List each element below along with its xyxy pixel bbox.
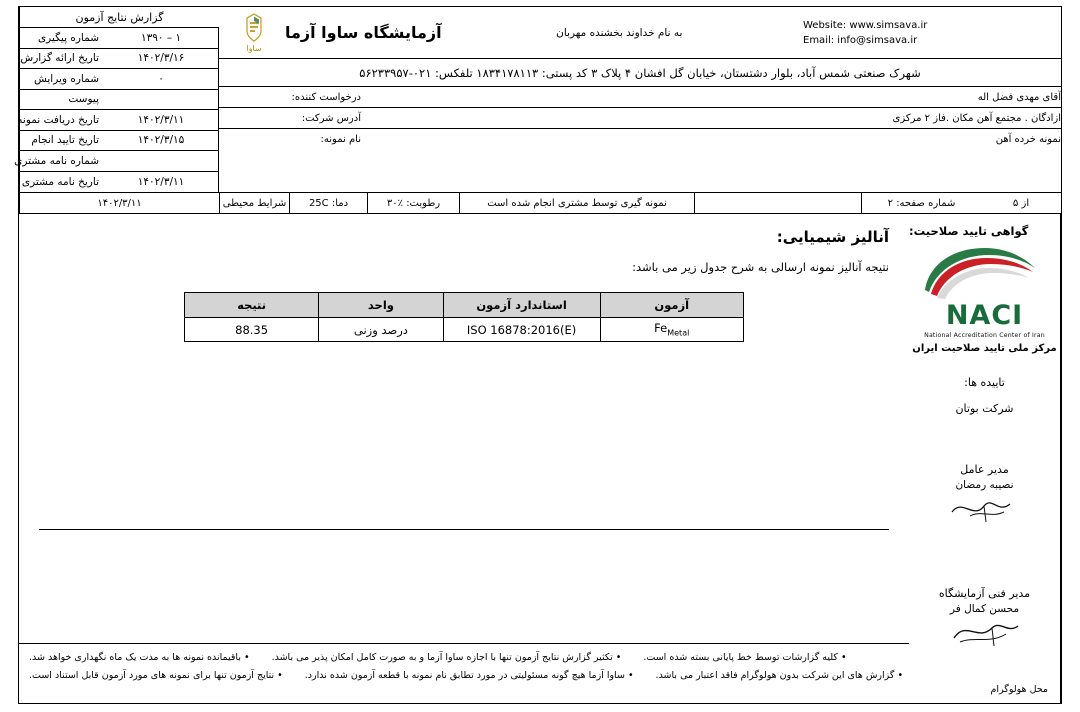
note-report-duplication: • تکثیر گزارش نتایج آزمون تنها با اجازه ساوا آزما و به صورت کامل امکان پذیر می باشد. xyxy=(272,649,622,667)
test-subscript: Metal xyxy=(667,328,690,338)
page-label: شماره صفحه: xyxy=(896,197,956,209)
header-main xyxy=(219,7,1061,192)
sample-name-label: نام نمونه: xyxy=(320,134,361,145)
customer-letter-number-label: شماره نامه مشتری xyxy=(14,154,99,167)
customer-letter-date-strip: ۱۴۰۲/۳/۱۱ xyxy=(19,193,219,213)
footer-note-row-2 xyxy=(29,667,899,685)
bismillah-text: به نام خداوند بخشنده مهربان xyxy=(556,26,683,39)
customer-letter-date-label: تاریخ نامه مشتری xyxy=(21,175,99,188)
page-total-cell xyxy=(981,193,1061,213)
page-total: ۵ xyxy=(1012,197,1019,209)
approvals-label: تاییده ها: xyxy=(964,376,1005,389)
completion-approval-date-value: ۱۴۰۲/۳/۱۵ xyxy=(104,131,219,151)
conditions-strip xyxy=(19,193,1061,214)
accreditation-sidebar xyxy=(909,214,1061,703)
sidebar-title: گواهی تایید صلاحیت: xyxy=(909,224,1029,238)
results-table xyxy=(184,292,744,342)
table-row xyxy=(185,318,744,342)
column-header-test: آزمون xyxy=(600,293,744,318)
report-info-title: گزارش نتایج آزمون xyxy=(20,7,219,28)
sava-logo-icon xyxy=(241,13,267,43)
page-number: ۲ xyxy=(887,197,893,209)
report-info-row xyxy=(14,151,219,172)
sample-name-value: نمونه خرده آهن xyxy=(995,134,1061,145)
header-branding-row xyxy=(219,7,1061,59)
note-report-closing-line: • کلیه گزارشات توسط خط پایانی بسته شده است. xyxy=(643,649,846,667)
signature-tech-mark xyxy=(909,615,1060,649)
report-info-row xyxy=(20,172,219,193)
note-sample-retention: • باقیمانده نمونه ها به مدت یک ماه نگهداری خواهد شد. xyxy=(29,649,250,667)
humidity-value: ۳۰٪ xyxy=(386,197,403,209)
analysis-section xyxy=(19,214,909,643)
temperature-cell xyxy=(289,193,367,213)
report-sheet xyxy=(14,6,1062,704)
note-results-scope: • نتایج آزمون تنها برای نمونه های مورد آزمون قابل استناد است. xyxy=(29,667,283,685)
column-header-unit: واحد xyxy=(319,293,443,318)
results-header-row xyxy=(185,293,744,318)
humidity-label: رطوبت: xyxy=(406,197,441,209)
cell-result: 88.35 xyxy=(185,318,319,342)
signature-tech-role: مدیر فنی آزمایشگاه xyxy=(938,587,1031,600)
signature-ceo-role: مدیر عامل xyxy=(960,463,1009,476)
customer-letter-number-value xyxy=(104,151,219,171)
temperature-value: 25C xyxy=(308,197,329,209)
website-line: Website: www.simsava.ir xyxy=(803,19,928,31)
contact-block xyxy=(791,18,1061,48)
company-address-value: ازادگان . مجتمع آهن مکان .فاز ۲ مرکزی xyxy=(892,112,1061,124)
note-no-responsibility: • ساوا آزما هیچ گونه مسئولیتی در مورد تطابق نام نمونه با قطعه آزمون شده ندارد. xyxy=(305,667,634,685)
attachment-value xyxy=(104,90,219,110)
email-line: Email: info@simsava.ir xyxy=(803,34,918,46)
column-header-standard: استاندارد آزمون xyxy=(443,293,600,318)
tracking-number-label: شماره پیگیری xyxy=(37,31,99,44)
report-info-row xyxy=(20,131,219,152)
conditions-blank-cell xyxy=(694,193,861,213)
signature-ceo-name: نصیبه رمضان xyxy=(955,479,1014,491)
note-hologram-required: • گزارش های این شرکت بدون هولوگرام فاقد اعتبار می باشد. xyxy=(656,667,904,685)
requester-row xyxy=(219,87,1061,108)
report-date-value: ۱۴۰۲/۳/۱۶ xyxy=(104,49,219,69)
naci-wordmark: NACI xyxy=(945,300,1024,331)
test-symbol: Fe xyxy=(654,321,668,336)
sample-received-date-label: تاریخ دریافت نمونه xyxy=(17,113,99,126)
attachment-label: پیوست xyxy=(68,93,99,106)
signature-technical-manager xyxy=(909,587,1060,649)
document-header xyxy=(14,7,1061,193)
report-info-box xyxy=(14,7,219,192)
analysis-subtitle: نتیجه آنالیز نمونه ارسالی به شرح جدول زیر می باشد: xyxy=(632,260,889,274)
report-info-row xyxy=(20,28,219,49)
hologram-label: محل هولوگرام xyxy=(990,684,1048,695)
logo-caption: ساوا xyxy=(246,43,262,53)
environment-conditions-label: شرایط محیطی xyxy=(219,193,289,213)
cell-test xyxy=(600,318,744,342)
signature-ceo-mark xyxy=(909,491,1060,525)
main-content xyxy=(19,214,909,703)
approvals-value: شرکت بوتان xyxy=(955,402,1014,415)
naci-persian-name: مرکز ملی تایید صلاحیت ایران xyxy=(912,343,1057,354)
customer-letter-date-value: ۱۴۰۲/۳/۱۱ xyxy=(104,172,219,193)
of-label: از xyxy=(1021,197,1030,209)
naci-english-name: National Accreditation Center of Iran xyxy=(924,332,1045,339)
sampling-note: نمونه گیری توسط مشتری انجام شده است xyxy=(459,193,694,213)
report-date-label: تاریخ ارائه گزارش xyxy=(20,52,99,65)
signature-tech-name: محسن کمال فر xyxy=(949,603,1020,615)
sample-name-row xyxy=(219,129,1061,150)
report-info-row xyxy=(17,110,219,131)
company-address-row xyxy=(219,108,1061,129)
report-info-row xyxy=(20,69,219,90)
company-address-label: آدرس شرکت: xyxy=(301,112,361,124)
naci-emblem-icon xyxy=(919,244,1051,300)
cell-standard: ISO 16878:2016(E) xyxy=(443,318,600,342)
footer-notes xyxy=(19,643,909,703)
revision-number-value: ۰ xyxy=(104,69,219,89)
tracking-number-value: ۱ – ۱۳۹۰ xyxy=(104,28,219,48)
completion-approval-date-label: تاریخ تایید انجام xyxy=(31,134,99,147)
temperature-label: دما: xyxy=(331,197,349,209)
page-number-cell xyxy=(861,193,981,213)
approvals-block xyxy=(909,376,1060,415)
analysis-title: آنالیز شیمیایی: xyxy=(776,228,889,246)
lab-address: شهرک صنعتی شمس آباد، بلوار دشتستان، خیابان گل افشان ۴ پلاک ۳ کد پستی: ۱۸۳۴۱۷۸۱۱۳ تلفکس: ۰۲۱-۵۶۲۳۳۹۵۷ xyxy=(219,59,1061,87)
lab-name: آزمایشگاه ساوا آزما xyxy=(285,23,442,42)
signature-ceo xyxy=(909,463,1060,525)
requester-label: درخواست کننده: xyxy=(291,91,361,103)
report-info-row xyxy=(20,90,219,111)
naci-logo xyxy=(912,244,1057,354)
humidity-cell xyxy=(367,193,459,213)
revision-number-label: شماره ویرایش xyxy=(34,72,99,85)
cell-unit: درصد وزنی xyxy=(319,318,443,342)
sample-received-date-value: ۱۴۰۲/۳/۱۱ xyxy=(104,110,219,130)
lab-logo xyxy=(219,13,285,53)
column-header-result: نتیجه xyxy=(185,293,319,318)
footer-note-row-1 xyxy=(29,649,899,667)
section-divider xyxy=(39,529,889,530)
report-info-row xyxy=(20,49,219,70)
document-body xyxy=(19,214,1061,703)
requester-value: آقای مهدی فضل اله xyxy=(977,91,1061,103)
